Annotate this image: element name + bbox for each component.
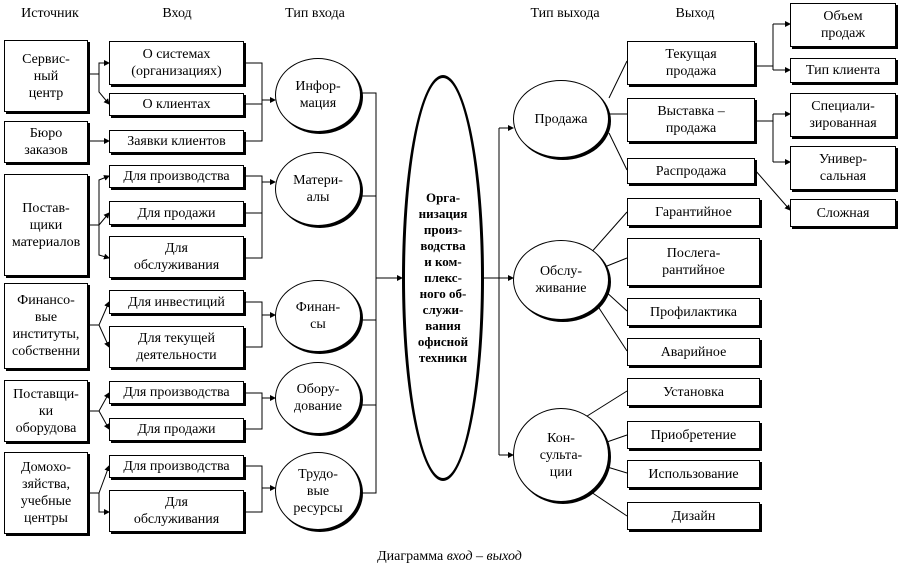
result-complex: Сложная [790, 199, 896, 227]
input-investment: Для инвестиций [109, 290, 244, 314]
input-type-information: Инфор- мация [275, 58, 361, 132]
header-output-type: Тип выхода [530, 6, 600, 21]
output-post-warranty: Послега- рантийное [627, 238, 760, 286]
source-households: Домохо- зяйства, учебные центры [4, 452, 88, 534]
input-type-materials: Матери- алы [275, 152, 361, 226]
source-service-center: Сервис- ный центр [4, 40, 88, 112]
source-line-3 [89, 176, 109, 225]
output-prevention: Профилактика [627, 298, 760, 326]
source-material-suppliers: Постав- щики материалов [4, 174, 88, 276]
source-equipment-suppliers: Поставщи- ки оборудова [4, 380, 88, 442]
input-labor-service: Для обслуживания [109, 490, 244, 532]
input-about-clients: О клиентах [109, 93, 244, 116]
source-financial-institutions: Финансо- вые институты, собственни [4, 283, 88, 369]
input-type-equipment: Обору- дование [275, 362, 361, 434]
result-specialized: Специали- зированная [790, 93, 896, 137]
output-emergency: Аварийное [627, 338, 760, 366]
input-about-systems: О системах (организациях) [109, 41, 244, 85]
result-sales-volume: Объем продаж [790, 3, 896, 47]
result-client-type: Тип клиента [790, 58, 896, 83]
output-current-sale: Текущая продажа [627, 41, 755, 85]
result-universal: Универ- сальная [790, 146, 896, 190]
input-materials-sale: Для продажи [109, 201, 244, 225]
source-order-bureau: Бюро заказов [4, 121, 88, 163]
output-warranty: Гарантийное [627, 198, 760, 226]
output-usage: Использование [627, 460, 760, 488]
input-equipment-sale: Для продажи [109, 418, 244, 441]
header-input-type: Тип входа [285, 6, 345, 21]
output-exhibition-sale: Выставка – продажа [627, 98, 755, 142]
input-type-labor: Трудо- вые ресурсы [275, 452, 361, 530]
input-equipment-production: Для производства [109, 381, 244, 404]
input-client-requests: Заявки клиентов [109, 130, 244, 153]
header-output: Выход [675, 6, 715, 21]
source-line-5 [89, 393, 109, 411]
source-line-4 [89, 302, 109, 325]
input-materials-production: Для производства [109, 165, 244, 188]
output-design: Дизайн [627, 502, 760, 530]
center-organization: Орга- низация произ- водства и ком- плекс- ного об- служи- вания офисной техники [402, 75, 484, 481]
output-type-consulting: Кон- сульта- ции [513, 408, 609, 502]
caption-italic: вход – выход [446, 549, 522, 564]
output-purchase: Приобретение [627, 421, 760, 449]
input-labor-production: Для производства [109, 455, 244, 478]
source-line-1 [89, 63, 109, 74]
diagram-caption [0, 549, 899, 565]
header-input: Вход [162, 6, 192, 21]
output-installation: Установка [627, 378, 760, 406]
output-type-service: Обслу- живание [513, 240, 609, 320]
source-line-6 [89, 466, 109, 493]
caption-prefix: Диаграмма [377, 549, 447, 564]
output-clearance-sale: Распродажа [627, 158, 755, 184]
output-type-sale: Продажа [513, 80, 609, 158]
input-current-activity: Для текущей деятельности [109, 326, 244, 368]
input-type-finance: Финан- сы [275, 280, 361, 352]
input-materials-service: Для обслуживания [109, 236, 244, 278]
header-source: Источник [21, 6, 79, 21]
